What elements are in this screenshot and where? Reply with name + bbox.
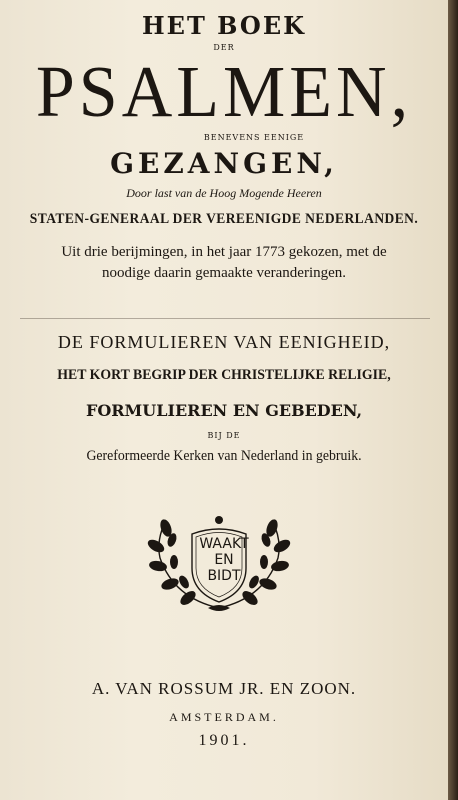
formularies-unity-line: DE FORMULIEREN VAN EENIGHEID, [57,332,391,352]
short-summary-line: HET KORT BEGRIP DER CHRISTELIJKE RELIGIE, [57,367,391,383]
year-line: 1901. [198,732,250,749]
authority-line: Door last van de Hoog Mogende Heeren [126,186,322,200]
divider [20,318,430,319]
rhymings-line-2: noodige daarin gemaakte veranderingen. [101,265,347,281]
heading: HET BOEK [142,11,306,40]
bij-de-label: BIJ DE [207,431,241,440]
publisher-line: A. VAN ROSSUM JR. EN ZOON. [91,679,357,698]
der-label: DER [213,43,235,52]
city-line: AMSTERDAM. [169,710,279,724]
main-title: PSALMEN, [35,52,413,133]
motto-line-3: BIDT [207,568,241,584]
motto-line-2: EN [214,552,234,568]
book-spine-edge [448,0,458,800]
rhymings-line-1: Uit drie berijmingen, in het jaar 1773 gekozen, met de [61,244,387,260]
gezangen-title: GEZANGEN, [110,147,338,180]
emblem-motto [190,536,258,584]
churches-line: Gereformeerde Kerken van Nederland in gebruik. [86,448,362,464]
motto-line-1: WAAKT [199,536,249,552]
benevens-label: BENEVENS EENIGE [203,133,305,142]
states-general-line: STATEN-GENERAAL DER VEREENIGDE NEDERLANDEN. [29,211,419,227]
formularies-prayers-line: FORMULIEREN EN GEBEDEN, [85,401,363,420]
